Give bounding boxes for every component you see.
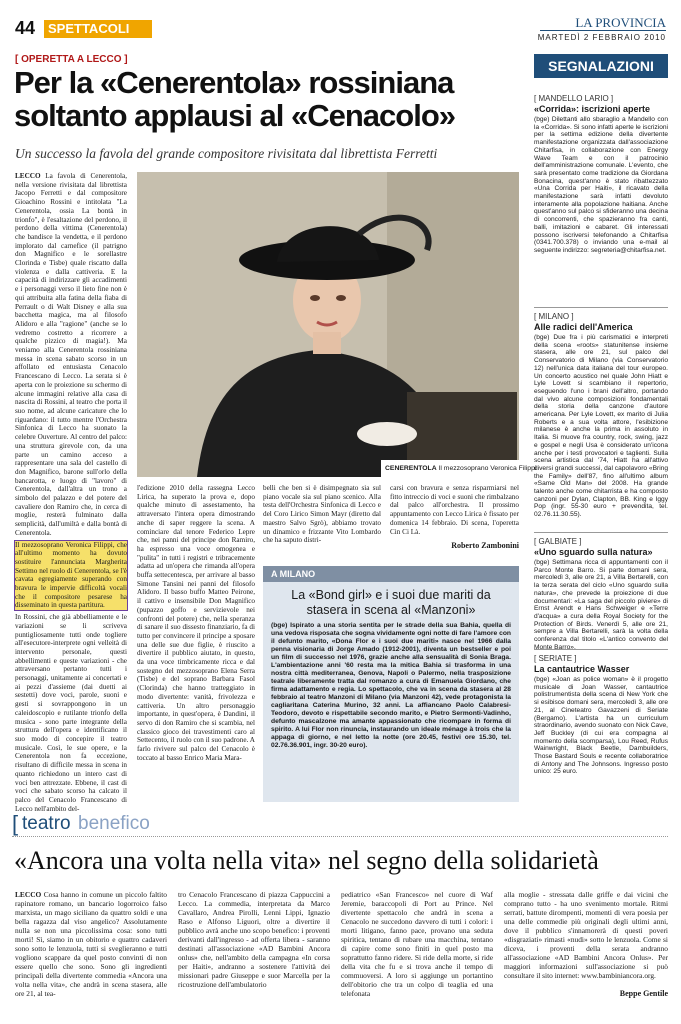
sidebar-divider: [534, 307, 668, 308]
sidebar-header: SEGNALAZIONI: [534, 54, 668, 78]
article-column-2: l'edizione 2010 della rassegna Lecco Lirica, ha superato la prova e, dopo qualche minuto di assestamento, ha attraversato l'intera opera dimostrando anche di saper reggere la scena. A cominciare dal tenore Federico Lepre che, nei panni del principe don Ramiro, ha espresso una voce omogenea e "pulita" in tutti i registri e tribracemente adatta ad un'opera che rimanda all'opera buffa settecentesca, per arrivare al basso Simone Tansini nei panni del filosofo Alidoro. Il basso buffo Matteo Peirone, il cattivo e insensibile Don Magnifico (pupazzo goffo e servizievole nei confronti del potere) che, nella speranza di sanare il suo dissesto finanziario, fa di tutto per convincere il principe a sposare una delle sue due figlie, è riuscito a divertire il pubblico aiutato, in questo, da una voce timbricamente ricca e dal sostegno del mezzosoprano Elena Serra (Tisbe) e del soprano Barbara Fasol (Clorinda) che hanno tratteggiato in modo divertente: vanità, frivolezza e cattiveria. Un altro personaggio importante, in quest'opera, è Dandini, il servo di don Ramiro che si scambia, nel classico gioco dei travestimenti caro al Settecento, il ruolo con il suo padrone. A farlo rivivere sul palco del Cenacolo è toccato al basso Enrico Maria Mara-: [137, 484, 255, 762]
sidebar-item: [534, 654, 668, 776]
bottom-column-4: alla moglie - stressata dalle griffe e dai vicini che comprano tutto - ha uno svenimento mortale. Ritmi serrati, battute dirompenti, momenti di vera poesia per una delle commedie più originali degli ultimi anni, dove il pubblico s'innamorerà di questi poveri «disgraziati» rimasti «nudi» sotto le lenzuola. Come si diceva, i proventi della serata andranno all'associazione «AD Bambini Ancora Onlus». Per maggiori informazioni sull'associazione si può consultare il sito internet: www.bambiniancora.org.: [504, 890, 668, 980]
article-subtitle: Un successo la favola del grande compositore rivisitata dal librettista Ferretti: [15, 146, 438, 161]
photo-caption: [381, 460, 537, 477]
sidebar-item-body: (bge) Settimana ricca di appuntamenti con il Parco Monte Barro. Si parte domani sera, mercoledì 3, alle ore 21, a Villa Bertarelli, con la terza serata del ciclo «Uno sguardo sulla natura», che prevede la proiezione di due documentari: «La saga del piccolo piviere» di Ernst Arendt e Hans Schweiger e «Terre d'acqua» a cura della Royal Society for the Protection of Birds. Venerdì 5, alle ore 21, sempre a Villa Bertarelli, sarà la volta della conferenza dal titolo «L'antico convento del Monte Barro».: [534, 559, 668, 651]
article-photo: [137, 172, 537, 477]
section-label: SPETTACOLI: [44, 20, 152, 38]
sidebar-item-body: (bge) Due fra i più carismatici e interpreti della scena «roots» statunitense insieme stasera, alle ore 21, sul palco del Conservatorio di Milano (via Conservatorio 12) nell'unica data italiana del tour europeo. Un concerto acustico nel quale John Hiatt e Lyle Lovett si scambiano il repertorio, eseguendo l'uno i brani dell'altro, portando dal vivo alcune composizioni fondamentali della storia della canzone d'autore americana. Per Lyle Lovett, ex marito di Julia Roberts e a sua volta attore, l'esibizione milanese è anche la prima in assoluto in Italia. Si muove fra country, rock, swing, jazz e gospel e negli Usa è considerato un'icona anche per i testi provocatori e taglienti. Sulla scena artistica dal '74, Hiatt ha all'attivo diversi grandi successi, dal capolavoro «Bring the Family» dell'87, fino all'ultimo album «Same Old Man» del 2008. Ha grande talento anche come chitarrista e ha composto canzoni per Dylan, Clapton, BB. King e Iggy Pop (ingr. 55-30 euro + prevendita, tel. 02.76.11.30.55).: [534, 334, 668, 519]
bottom-column-3: pediatrico «San Francesco» nel cuore di Waf Jeremie, baraccopoli di Port au Prince. Nel divertente spettacolo che andrà in scena a Cenacolo ne succedono davvero di tutti i colori: i morti litigano, fanno pace, provano una seduta spiritica, tentano di rubare una macchina, tentano di capire come sono finiti in quel posto ma soprattutto fanno ridere. Si ride della morte, si ride della vita che fu e si trova anche il tempo di commuoversi. A loro si aggiunge un portantino dell'obitorio che tra un colpo di teaglia ed una telefonata: [341, 890, 493, 998]
page-header: [0, 0, 681, 44]
page-date: MARTEDÌ 2 FEBBRAIO 2010: [537, 33, 666, 42]
bottom-author: Beppe Gentile: [619, 989, 668, 998]
sidebar-item-title: La cantautrice Wasser: [534, 664, 630, 674]
bottom-section-band: [12, 812, 668, 837]
sidebar: [534, 54, 668, 802]
milano-box: [263, 566, 519, 802]
photo-caption-lead: CENERENTOLA: [385, 465, 437, 472]
photo-caption-text: Il mezzosoprano Veronica Filippi: [438, 465, 537, 472]
milano-box-body: (bge) Ispirato a una storia sentita per le strade della sua Bahia, quella di una vedova risposata che sogna vividamente ogni notte di fare l'amore con il defunto marito, «Dona Flor e i suoi due mariti» nasce nel 1966 dalla penna visionaria di Jorge Amado (1912-2001), diventa un bestseller e poi un film di successo nel 1976, grazie anche alla sensualità di Sonia Braga. L'ambientazione anni '60 resta ma la mitica Bahia si trasforma in una nostra città mediterranea, Genova, Napoli o Palermo, nella trasposizione teatrale liberamente tratta dal romanzo a cura di Emanuela Giordano, che firma adattamento e regia. Lo spettacolo, che va in scena da stasera al 28 febbraio al teatro Manzoni di Milano (via Manzoni 42), vede protagonista la cagliaritana Caterina Murino, 32 anni. La affiancano Paolo Calabresi-Teodoro, devoto e rispettabile secondo marito, e Pietro Sermonti-Vadinho, defunto mascalzone ma amante appassionato che ricompare in forma di spirito. A lui Flor non rinuncia, instaurando un ideale ménage à trois che la appaga di giorno, e nel letto la notte (ore 20.45, festivi ore 15.30, tel. 02.76.36.901, ingr. 30-20 euro).: [271, 622, 511, 749]
bottom-column-2: tro Cenacolo Francescano di piazza Cappuccini a Lecco. La commedia, interpretata da Marco Cavallaro, Andrea Pirolli, Lenni Lippi, Ignazio Raso e Alfonso Liguori, oltre a divertire il pubblico avrà anche uno scopo benefico: i proventi derivanti dall'ingresso - ad offerta libera - saranno destinati all'associazione «AD Bambini Ancora onlus» che, nell'ambito della campagna «In corsa per Haiti», andranno a sostenere l'attività dei missionari padre Giuseppe e suor Marcella per la ricostruzione dell'ambulatorio: [178, 890, 330, 989]
article-author: Roberto Zambonini: [451, 541, 519, 550]
article-column-3: belli che ben si è disimpegnato sia sul piano vocale sia sul piano scenico. Alla testa dell'Orchestra Sinfonica di Lecco e del Coro Lirico Simon Mayr (diretto dal maestro Salvo Sgrò), abbiamo trovato un dinamico e frizzante Vito Lombardo che ha saputo distri-: [263, 484, 381, 545]
sidebar-item-title: Alle radici dell'America: [534, 322, 633, 332]
masthead: LA PROVINCIA: [540, 16, 666, 31]
sidebar-item: [534, 94, 668, 302]
sidebar-item: [534, 537, 668, 651]
article-kicker: [ OPERETTA A LECCO ]: [15, 54, 128, 65]
sidebar-item-body: (bge) «Joan as police woman» è il progetto musicale di Joan Wasser, cantautrice polistrumentista della scena di New York che si esibisce domani sera, mercoledì 3, alle ore 21, al Cineteatro Gavazzeni di Seriate (Bergamo). L'artista ha un curriculum straordinario, avendo suonato con Nick Cave, Jeff Buckley (di cui era compagna al momento della scomparsa), Lou Reed, Rufus Wainwright, Black Beetle, Dambuilders, Those Bastard Souls e recente collaboratrice di Antony and The Johnsons. Ingresso posto unico: 25 euro.: [534, 676, 668, 776]
sidebar-item-title: «Uno sguardo sulla natura»: [534, 547, 653, 557]
sidebar-item-place: [ MILANO ]: [534, 312, 574, 321]
page-number: 44: [15, 18, 36, 38]
bottom-column-4-wrap: [504, 890, 668, 1010]
article-col1-bottom: In Rossini, che già abbelliamente e le variazioni se li scriveva puntigliosamente tutti onde togliere all'esecutore-interprete ogni velleità di intervento personale, questi abbellimenti e queste variazioni - che attraversano pertanto tutti i personaggi, unitamente ai concertati e ai pezzi d'assieme (dai duetti ai sestetti) dove voci, parole, suoni e gesti si sovrappongono in un caleidoscopio e rutilante trionfo della musica - sono parte integrante della struttura dell'opera e identificano il suo modo di concepire il teatro musicale. Così, le sue opere, e la Cenerentola non fa eccezione, risultano di difficile messa in scena in quanto richiedono un intero cast di voci ben attrezzate. Ebbene, il cast di voci che sabato scorso ha calcato il palco del Cenacolo Francescano di Lecco nell'ambito del-: [15, 613, 127, 813]
article-column-1: [15, 172, 128, 813]
bottom-section-bracket: [: [12, 811, 19, 836]
sidebar-item-title: «Corrida»: iscrizioni aperte: [534, 104, 651, 114]
bottom-dateline: LECCO: [15, 890, 42, 899]
article-title: [14, 66, 534, 132]
bottom-col1-text: Cosa hanno in comune un piccolo faltito rapinatore romano, un bancario logorroico falso marxista, un mago siciliano da quattro soldi e una bella ragazza dal viso angelico? Assolutamente nulla se non una piccolissima cosa: sono tutti morti! Sì, siamo in un obitorio e quattro cadaveri sono sotto le lenzuola, tutti si sveglieranno e tutti vogliono scappare da quel posto convinti di non essere quello che sono. Sono gli ingredienti principali della divertente commedia «Ancora una volta nella vita», che andrà in scena stasera, alle ore 21, al tea-: [15, 890, 167, 998]
bottom-column-1: [15, 890, 167, 998]
milano-box-title: La «Bond girl» e i suoi due mariti da stasera in scena al «Manzoni»: [291, 588, 491, 617]
bottom-section-word2: benefico: [78, 813, 150, 834]
milano-box-label: A MILANO: [263, 566, 519, 582]
article-title-line1: Per la «Cenerentola» rossiniana: [14, 65, 454, 100]
article-highlight: Il mezzosoprano Veronica Filippi, che all'ultimo momento ha dovuto sostituire l'annunciata Margherita Settimo nel ruolo di Cenerentola, se l'è cavata egregiamente superando con bravura le impervie difficoltà vocali che il compositore pesarese ha disseminato in questa partitura.: [15, 540, 127, 610]
bottom-title: «Ancora una volta nella vita» nel segno della solidarietà: [14, 846, 599, 875]
sidebar-item: [534, 312, 668, 527]
sidebar-item-place: [ MANDELLO LARIO ]: [534, 94, 614, 103]
article-title-line2: soltanto applausi al «Cenacolo»: [14, 98, 456, 133]
article-dateline: LECCO: [15, 172, 41, 180]
sidebar-item-place: [ SERIATE ]: [534, 654, 577, 663]
singer-illustration: [137, 172, 519, 477]
article-col1-top: La favola di Cenerentola, nella versione rivisitata dal librettista Jacopo Ferretti e dal compositore Gioachino Rossini e intitolata "La Cenerentola, ossia La bontà in trionfo", è l'esaltazione del perdono, il perdono della vittima (Cenerentola) che bandisce la vendetta, e il perdono implorato dal carnefice (il patrigno don Magnifico e le sorellastre Clorinda e Tisbe) quale riscatto dalla violenza e dalla cattiveria. E la capacità di indirizzare gli accadimenti e i personaggi verso il lieto fine non è qui attribuita alla fatina della fiaba di Perrault o di Walt Disney e alla sua bacchetta magica, ma al filosofo Alidoro e alla "ragione" (anche se lo vedremo costretto a ricorrere a qualche pizzico di magia!). Ma veniamo alla Cenerentola rossiniana messa in scena sabato scorso in un affollato ed entusiasta Cenacolo Francescano di Lecco. La serata si è aperta con le proiezione su schermo di alcune immagini relative alla casa di nascita di Rossini, al teatro che porta il suo nome, ad alcune caricature che lo riguardano: il tutto mentre l'Orchestra Sinfonica di Lecco ha suonato la celebre Ouverture. Al centro del palco: una struttura girevole con, da una parte un camino acceso a rappresentare una sala del castello di don Magnifico, barone sull'orlo della bancarotta, e luogo di "lavoro" di Cenerentola, dall'altra un trono a simbolo del palazzo e del potere del cavaliere don Ramiro che, in cerca di moglie, resterà fulminato dalla semplicità, dall'umiltà e dalla bontà di Cenerentola.: [15, 172, 128, 537]
sidebar-item-body: (bge) Dilettanti allo sbaraglio a Mandello con la «Corrida». Si sono infatti aperte le iscrizioni per la settima edizione della divertente manifestazione organizzata dall'associazione Chitarfisa, in collaborazione con Energy Wave Team e con il patrocinio dell'amministrazione comunale. L'evento, che sarà presentato come tradizione da Giordana Bonacina, quest'anno è stato ribattezzato «Una Corrida per Haiti», il ricavato della manifestazione sarà infatti devoluto interamente alla popolazione haitiana. Anche quest'anno sul palco si sfideranno una decina di concorrenti, che spazieranno fra canti, balli, imitazioni e cabaret. Gli interessati possono iscriversi telefonando a Chitarfisa (0341.700.378) o inviando una e-mail al seguente indirizzo: segreteria@chitarfisa.net.: [534, 116, 668, 254]
sidebar-item-place: [ GALBIATE ]: [534, 537, 582, 546]
sidebar-divider: [534, 532, 668, 533]
article-column-4: carsi con bravura e senza risparmiarsi nel fitto intreccio di voci e suoni che rimbalzano dal palco all'orchestra. Il prossimo appuntamento con Lecco Lirica è fissato per domenica 14 febbraio. Di scena, l'operetta Cin Ci Là.: [390, 484, 519, 536]
bottom-section-word1: teatro: [22, 813, 71, 834]
article-column-4-wrap: [390, 484, 519, 560]
